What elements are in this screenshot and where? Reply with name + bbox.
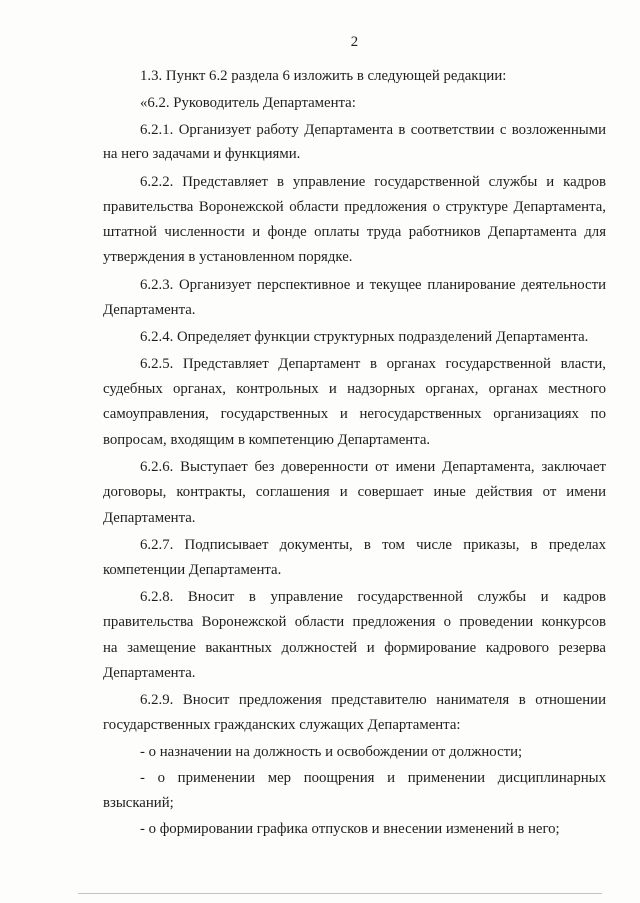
text-line: судебных органах, контрольных и надзорных органах, органах местного <box>103 381 606 397</box>
text-line: - о назначении на должность и освобождении от должности; <box>140 744 523 760</box>
text-line: на замещение вакантных должностей и формирование кадрового резерва <box>103 640 606 656</box>
text-line: «6.2. Руководитель Департамента: <box>140 95 356 111</box>
text-line: - о формировании графика отпусков и внесении изменений в него; <box>140 821 560 837</box>
text-line: 6.2.8. Вносит в управление государственной службы и кадров <box>140 589 606 605</box>
text-line: 6.2.3. Организует перспективное и текущее планирование деятельности <box>140 277 606 293</box>
text-line: 6.2.7. Подписывает документы, в том числе приказы, в пределах <box>140 537 606 553</box>
text-line: взысканий; <box>103 795 174 811</box>
text-line: Департамента. <box>103 510 196 526</box>
text-line: 6.2.9. Вносит предложения представителю нанимателя в отношении <box>140 692 606 708</box>
text-line: компетенции Департамента. <box>103 562 282 578</box>
text-line: правительства Воронежской области предложения о структуре Департамента, <box>103 199 606 215</box>
text-line: самоуправления, государственных и негосударственных организациях по <box>103 406 606 422</box>
scan-edge-line <box>78 893 602 894</box>
text-line: 6.2.1. Организует работу Департамента в соответствии с возложенными <box>140 122 606 138</box>
text-line: утверждения в установленном порядке. <box>103 249 353 265</box>
text-line: 6.2.6. Выступает без доверенности от имени Департамента, заключает <box>140 459 606 475</box>
text-line: правительства Воронежской области предложения о проведении конкурсов <box>103 614 606 630</box>
text-line: - о применении мер поощрения и применении дисциплинарных <box>140 770 606 786</box>
text-line: Департамента. <box>103 302 196 318</box>
text-line: 6.2.4. Определяет функции структурных подразделений Департамента. <box>140 329 589 345</box>
text-line: договоры, контракты, соглашения и совершает иные действия от имени <box>103 484 606 500</box>
text-line: на него задачами и функциями. <box>103 146 301 162</box>
text-line: 6.2.5. Представляет Департамент в органах государственной власти, <box>140 356 606 372</box>
text-line: штатной численности и фонде оплаты труда работников Департамента для <box>103 224 606 240</box>
text-line: 1.3. Пункт 6.2 раздела 6 изложить в следующей редакции: <box>140 68 507 84</box>
text-line: 6.2.2. Представляет в управление государственной службы и кадров <box>140 174 606 190</box>
text-line: государственных гражданских служащих Департамента: <box>103 717 461 733</box>
page-number: 2 <box>350 34 359 50</box>
text-line: вопросам, входящим в компетенцию Департамента. <box>103 432 431 448</box>
text-line: Департамента. <box>103 665 196 681</box>
